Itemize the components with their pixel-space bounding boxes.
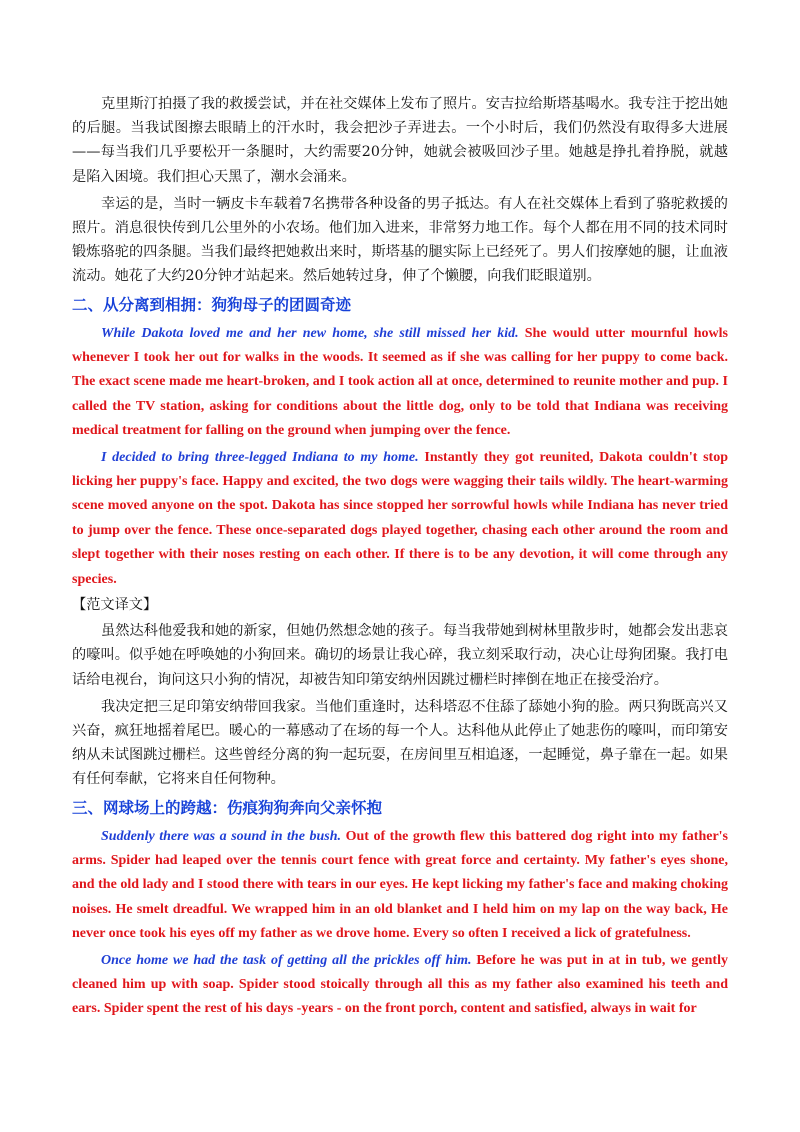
section-2-english-paragraph-2 — [72, 446, 728, 592]
topic-sentence: While Dakota loved me and her new home, she still missed her kid. — [101, 325, 519, 341]
section-2-heading: 二、从分离到相拥：狗狗母子的团圆奇迹 — [72, 295, 352, 314]
topic-sentence: Suddenly there was a sound in the bush. — [101, 828, 342, 844]
section-3-heading: 三、网球场上的跨越：伤痕狗狗奔向父亲怀抱 — [72, 798, 383, 817]
story-paragraph-2: 幸运的是，当时一辆皮卡车载着7名携带各种设备的男子抵达。有人在社交媒体上看到了骆驼救援的照片。消息很快传到几公里外的小农场。他们加入进来，非常努力地工作。每个人都在用不同的技术同时锻炼骆驼的四条腿。当我们最终把她救出来时，斯塔基的腿实际上已经死了。男人们按摩她的腿，让血液流动。她花了大约20分钟才站起来。然后她转过身，伸了个懒腰，向我们眨眼道别。 — [72, 195, 728, 285]
paragraph-body: Instantly they got reunited, Dakota couldn't stop licking her puppy's face. Happy and excited, the two dogs were wagging their tails wildly. The heart-warming scene moved anyone on the spot. Dakota has since stopped her sorrowful howls while Indiana has never tried to jump over the fence. These once-separated dogs played together, chasing each other around the room and slept together with their noses resting on each other. If there is to be any devotion, it will come through any species. — [72, 449, 728, 587]
story-paragraph-1: 克里斯汀拍摄了我的救援尝试，并在社交媒体上发布了照片。安吉拉给斯塔基喝水。我专注于挖出她的后腿。当我试图擦去眼睛上的汗水时，我会把沙子弄进去。一个小时后，我们仍然没有取得多大进展——每当我们几乎要松开一条腿时，大约需要20分钟，她就会被吸回沙子里。她越是挣扎着挣脱，就越是陷入困境。我们担心天黑了，潮水会涌来。 — [72, 96, 728, 185]
translation-paragraph-2: 我决定把三足印第安纳带回我家。当他们重逢时，达科塔忍不住舔了舔她小狗的脸。两只狗既高兴又兴奋，疯狂地摇着尾巴。暖心的一幕感动了在场的每一个人。达科他从此停止了她悲伤的嚎叫，而印第安纳从未试图跳过栅栏。这些曾经分离的狗一起玩耍，在房间里互相追逐，一起睡觉，鼻子靠在一起。如果有任何奉献，它将来自任何物种。 — [72, 698, 728, 788]
topic-sentence: I decided to bring three-legged Indiana to my home. — [101, 449, 419, 465]
paragraph-body: She would utter mournful howls whenever I took her out for walks in the woods. It seemed as if she was calling for her puppy to come back. The exact scene made me heart-broken, and I took action all at once, determined to reunite mother and pup. I called the TV station, asking for conditions about the little dog, only to be told that Indiana was receiving medical treatment for falling on the ground when jumping over the fence. — [72, 325, 729, 439]
translation-paragraph-1: 虽然达科他爱我和她的新家，但她仍然想念她的孩子。每当我带她到树林里散步时，她都会发出悲哀的嚎叫。似乎她在呼唤她的小狗回来。确切的场景让我心碎，我立刻采取行动，决心让母狗团聚。我打电话给电视台，询问这只小狗的情况，却被告知印第安纳州因跳过栅栏时摔倒在地正在接受治疗。 — [72, 623, 728, 688]
section-3-english-paragraph-2 — [72, 949, 728, 1022]
section-3-english-paragraph-1 — [72, 825, 728, 947]
topic-sentence: Once home we had the task of getting all the prickles off him. — [101, 952, 472, 968]
document-page — [72, 92, 728, 1024]
paragraph-body: Out of the growth flew this battered dog right into my father's arms. Spider had leaped over the tennis court fence with great force and certainty. My father's eyes shone, and the old lady and I stood there with tears in our eyes. He kept licking my father's face and making choking noises. He smelt dreadful. We wrapped him in an old blanket and I held him on my lap on the way back, He never once took his eyes off my father as we drove home. Every so often I received a lick of gratefulness. — [72, 828, 729, 942]
paragraph-body: Before he was put in at in tub, we gently cleaned him up with soap. Spider stood stoically through all this as my father also examined his teeth and ears. Spider spent the rest of his days -years - on the front porch, content and satisfied, always in wait for — [72, 952, 728, 1017]
section-2-english-paragraph-1 — [72, 322, 728, 444]
translation-label: 【范文译文】 — [72, 597, 158, 614]
